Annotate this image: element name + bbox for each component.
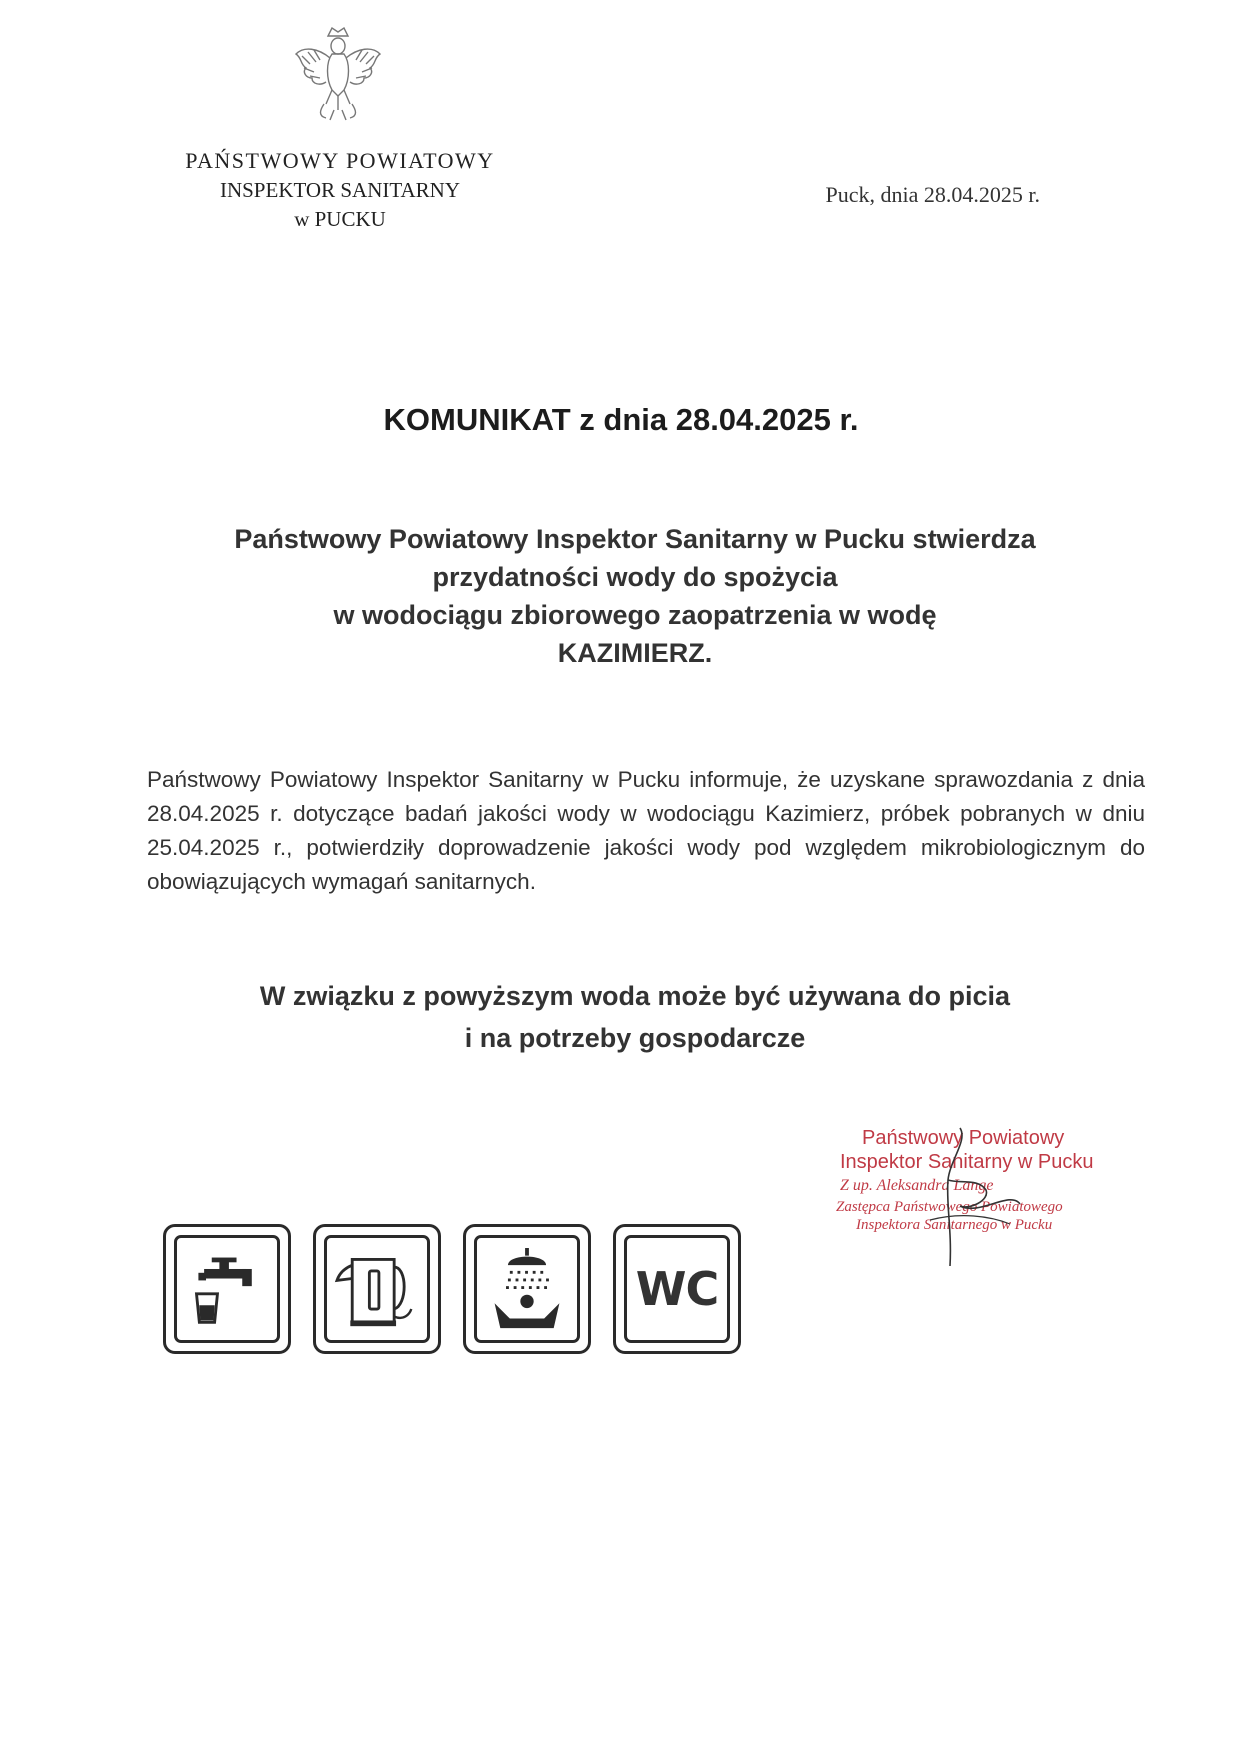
document-title: KOMUNIKAT z dnia 28.04.2025 r. <box>383 402 859 437</box>
authority-line-1: PAŃSTWOWY POWIATOWY <box>185 148 495 173</box>
stamp-line-4: Zastępca Państwowego Powiatowego <box>836 1199 1063 1215</box>
stamp-line-5: Inspektora Sanitarnego w Pucku <box>856 1217 1053 1233</box>
body-paragraph-block <box>147 763 1145 899</box>
authority-line-3: w PUCKU <box>294 207 386 231</box>
wc-label: WC <box>635 1262 719 1316</box>
statement-block <box>140 520 1130 672</box>
stamp-line-3: Z up. Aleksandra Lange <box>840 1177 994 1194</box>
water-usage-icons <box>163 1224 753 1360</box>
statement-line-3: w wodociągu zbiorowego zaopatrzenia w wodę <box>333 600 937 630</box>
conclusion-block <box>140 975 1130 1059</box>
drinking-water-icon <box>163 1224 291 1354</box>
conclusion-line-1: W związku z powyższym woda może być używana do picia <box>259 981 1011 1011</box>
conclusion-line-2: i na potrzeby gospodarcze <box>464 1023 806 1053</box>
stamp-line-1: Państwowy Powiatowy <box>862 1127 1065 1149</box>
shower-bath-icon <box>463 1224 591 1354</box>
authority-line-2: INSPEKTOR SANITARNY <box>219 178 461 202</box>
statement-line-1: Państwowy Powiatowy Inspektor Sanitarny w Pucku stwierdza <box>234 524 1036 554</box>
place-and-date: Puck, dnia 28.04.2025 r. <box>825 182 1040 207</box>
wc-icon <box>613 1224 741 1354</box>
kettle-icon <box>313 1224 441 1354</box>
body-paragraph: Państwowy Powiatowy Inspektor Sanitarny w Pucku informuje, że uzyskane sprawozdania z dnia 28.04.2025 r. dotyczące badań jakości wody w wodociągu Kazimierz, próbek pobranych w dniu 25.04.2025 r., potwierdziły doprowadzenie jakości wody pod względem mikrobiologicznym do obowiązujących wymagań sanitarnych. <box>147 767 1145 894</box>
stamp-line-2: Inspektor Sanitarny w Pucku <box>840 1151 1094 1173</box>
handwritten-signature <box>890 1120 1050 1270</box>
statement-line-4: KAZIMIERZ. <box>557 638 713 668</box>
eagle-emblem <box>290 24 386 124</box>
statement-line-2: przydatności wody do spożycia <box>432 562 838 592</box>
issuing-authority <box>150 146 530 234</box>
